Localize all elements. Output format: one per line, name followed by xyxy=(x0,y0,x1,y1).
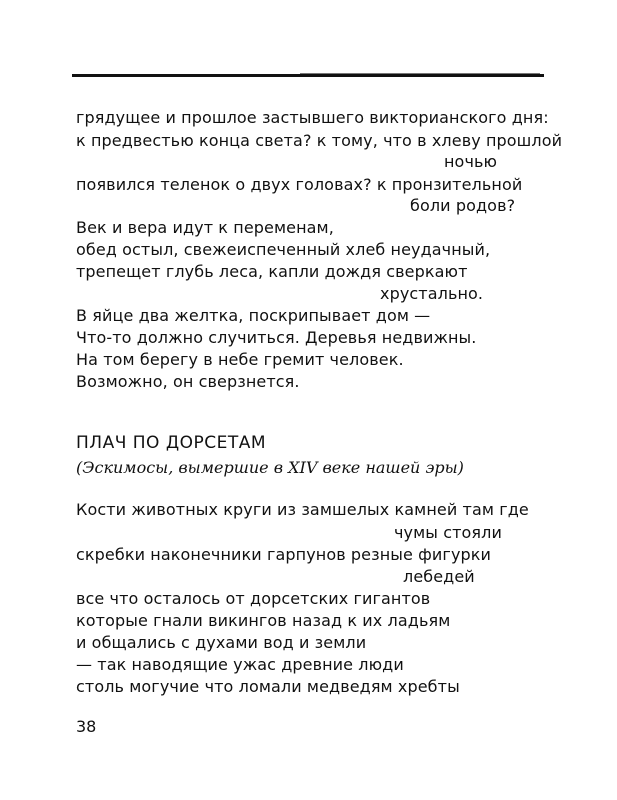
poem-line: грядущее и прошлое застывшего викторианского дня: xyxy=(76,108,549,127)
poem-line: — так наводящие ужас древние люди xyxy=(76,655,404,674)
header-rule xyxy=(72,74,544,77)
poem-line: и общались с духами вод и земли xyxy=(76,633,367,652)
poem-line: В яйце два желтка, поскрипывает дом — xyxy=(76,306,431,325)
poem-line: которые гнали викингов назад к их ладьям xyxy=(76,611,451,630)
poem-line: столь могучие что ломали медведям хребты xyxy=(76,677,460,696)
poem-line: скребки наконечники гарпунов резные фигурки xyxy=(76,545,492,564)
poem-line: все что осталось от дорсетских гигантов xyxy=(76,589,431,608)
poem-line: боли родов? xyxy=(410,196,516,215)
poem-line: хрустально. xyxy=(380,284,484,303)
poem-line: Век и вера идут к переменам, xyxy=(76,218,334,237)
poem-line: Что-то должно случиться. Деревья недвижны. xyxy=(76,328,477,347)
page-number: 38 xyxy=(76,717,97,736)
poem-line: трепещет глубь леса, капли дождя сверкают xyxy=(76,262,468,281)
header-rule-shade xyxy=(300,73,540,74)
poem-line: чумы стояли xyxy=(394,523,502,542)
poem-line: Возможно, он сверзнется. xyxy=(76,372,300,391)
poem-line: к предвестью конца света? к тому, что в хлеву прошлой xyxy=(76,131,563,150)
poem-line: лебедей xyxy=(403,567,475,586)
poem-line: ночью xyxy=(444,152,498,171)
poem-title: ПЛАЧ ПО ДОРСЕТАМ xyxy=(76,433,267,453)
poem-line: Кости животных круги из замшелых камней там где xyxy=(76,500,529,519)
poem-line: обед остыл, свежеиспеченный хлеб неудачный, xyxy=(76,240,491,259)
poem-line: На том берегу в небе гремит человек. xyxy=(76,350,404,369)
poem-subtitle: (Эскимосы, вымершие в XIV веке нашей эры) xyxy=(76,458,464,477)
poem-line: появился теленок о двух головах? к пронзительной xyxy=(76,175,523,194)
